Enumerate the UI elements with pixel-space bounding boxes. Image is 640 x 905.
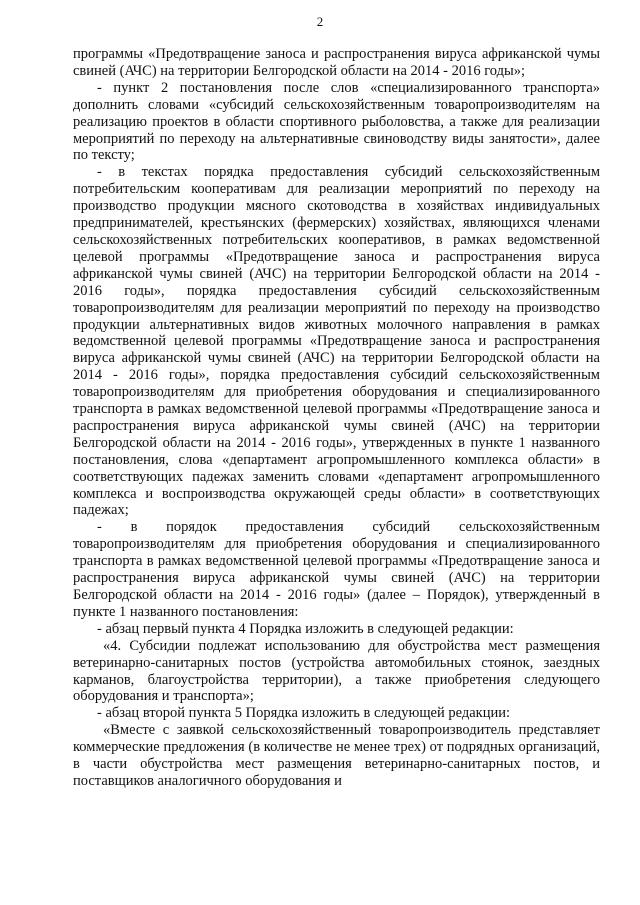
page-number: 2 xyxy=(316,14,324,29)
document-body xyxy=(73,46,600,790)
paragraph-clause-5-intro: - абзац второй пункта 5 Порядка изложить в следующей редакции: xyxy=(97,705,511,722)
paragraph-order-amendment: - в порядок предоставления субсидий сельскохозяйственным товаропроизводителям для приобретения оборудования и специализированного транспорта в рамках ведомственной целевой программы «Предотвращение заноса и распространения вируса африканской чумы свиней (АЧС) на территории Белгородской области на 2014 - 2016 годы» (далее – Порядок), утвержденный в пункте 1 названного постановления: xyxy=(73,519,600,620)
paragraph-clause-5-text: «Вместе с заявкой сельскохозяйственный товаропроизводитель представляет коммерческие предложения (в количестве не менее трех) от подрядных организаций, в части обустройства мест размещения ветеринарно-санитарных постов, и поставщиков аналогичного оборудования и xyxy=(73,722,600,789)
paragraph-program-name: программы «Предотвращение заноса и распространения вируса африканской чумы свиней (АЧС) на территории Белгородской области на 2014 - 2016 годы»; xyxy=(73,46,600,79)
paragraph-item-2-amendment: - пункт 2 постановления после слов «специализированного транспорта» дополнить словами «субсидий сельскохозяйственным товаропроизводителям на реализацию проектов в области спортивного рыболовства, а также для реализации мероприятий по переходу на альтернативные свиноводству виды занятости», далее по тексту; xyxy=(73,79,600,164)
paragraph-texts-replacement: - в текстах порядка предоставления субсидий сельскохозяйственным потребительским кооперативам для реализации мероприятий по переходу на производство продукции мясного скотоводства в хозяйствах индивидуальных предпринимателей, крестьянских (фермерских) хозяйствах, являющихся членами сельскохозяйственных потребительских кооперативов, в рамках ведомственной целевой программы «Предотвращение заноса и распространения вируса африканской чумы свиней (АЧС) на территории Белгородской области на 2014 - 2016 годы», порядка предоставления субсидий сельскохозяйственным товаропроизводителям для реализации мероприятий по переходу на производство продукции альтернативных видов животных молочного направления в рамках ведомственной целевой программы «Предотвращение заноса и распространения вируса африканской чумы свиней (АЧС) на территории Белгородской области на 2014 - 2016 годы», порядка предоставления субсидий сельскохозяйственным товаропроизводителям для приобретения оборудования и специализированного транспорта в рамках ведомственной целевой программы «Предотвращение заноса и распространения вируса африканской чумы свиней (АЧС) на территории Белгородской области на 2014 - 2016 годы», утвержденных в пункте 1 названного постановления, слова «департамент агропромышленного комплекса области» в соответствующих падежах заменить словами «департамент агропромышленного комплекса и воспроизводства окружающей среды области» в соответствующих падежах; xyxy=(73,164,600,519)
paragraph-clause-4-text: «4. Субсидии подлежат использованию для обустройства мест размещения ветеринарно-санитарных постов (устройства автомобильных стоянок, заездных карманов, благоустройства территории), а также приобретения следующего оборудования и транспорта»; xyxy=(73,637,600,705)
paragraph-clause-4-intro: - абзац первый пункта 4 Порядка изложить в следующей редакции: xyxy=(97,620,514,637)
